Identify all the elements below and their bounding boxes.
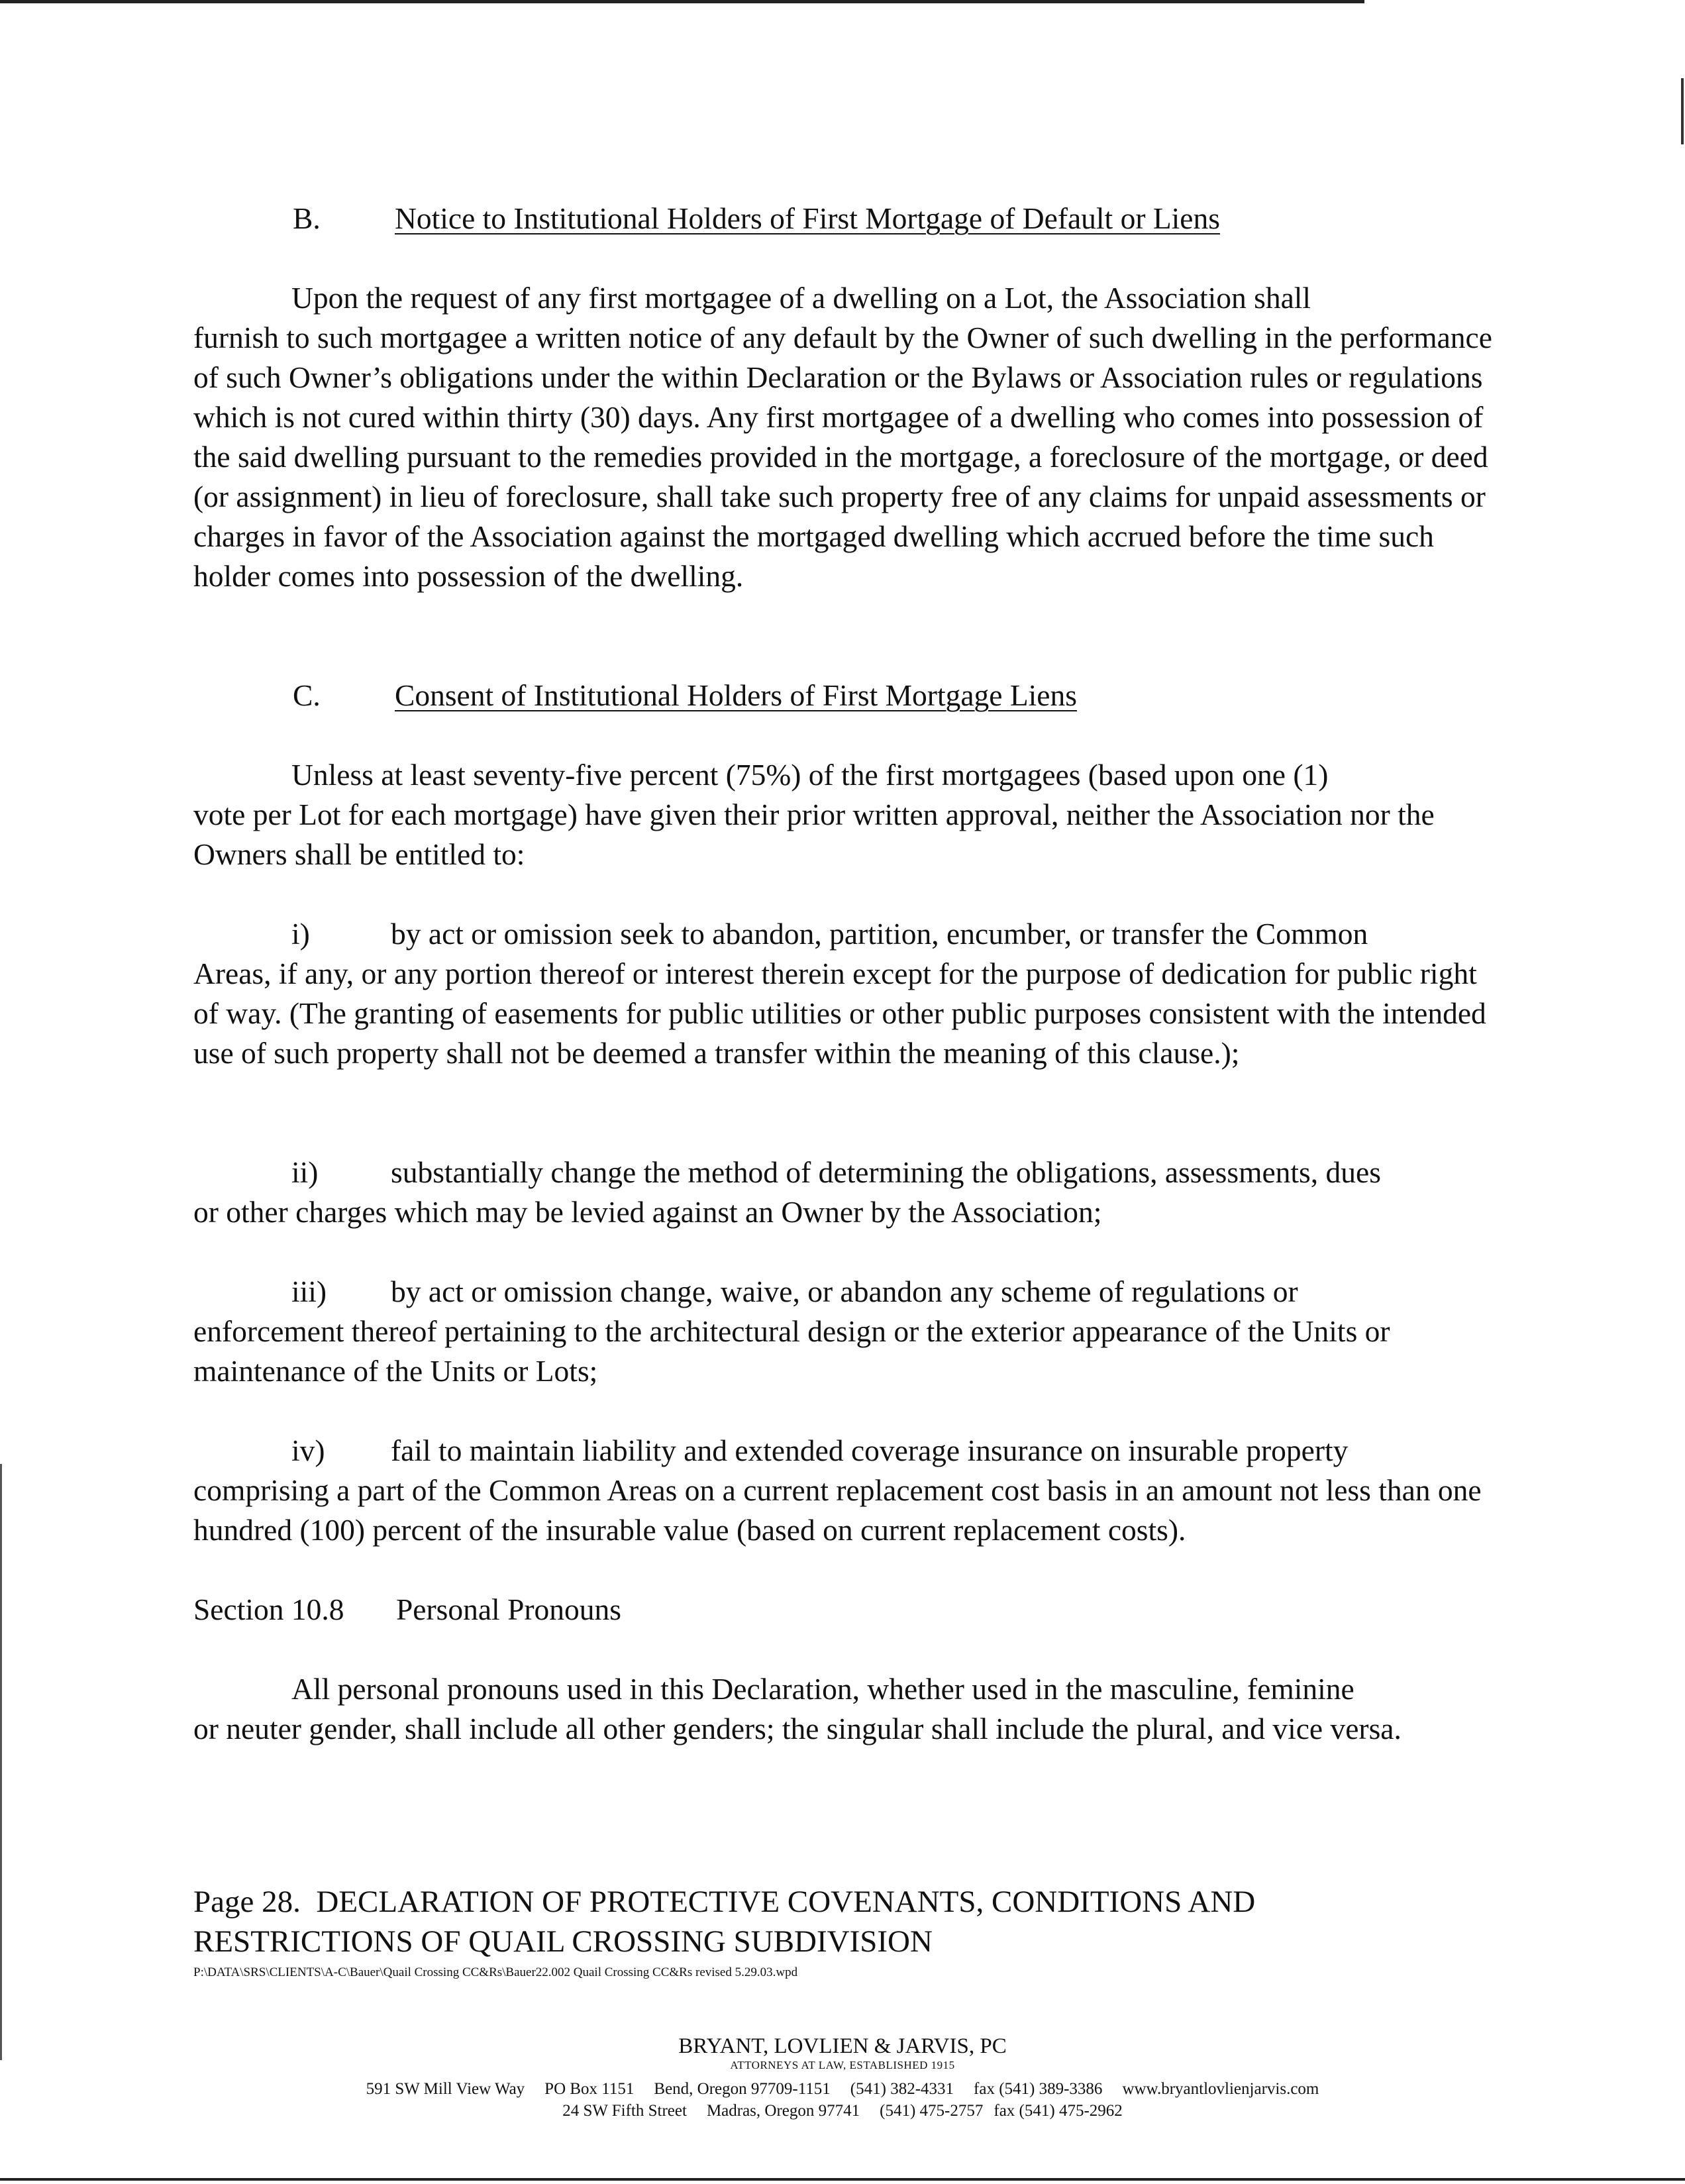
section-10-8-heading (193, 1590, 621, 1630)
section-c-letter: C. (293, 678, 321, 712)
fax: fax (541) 389-3386 (974, 2080, 1103, 2098)
section-b-body-first: Upon the request of any first mortgagee of a dwelling on a Lot, the Association shall (291, 281, 1311, 315)
list-item (193, 1272, 1498, 1391)
section-b-body-rest: furnish to such mortgagee a written notice of any default by the Owner of such dwelling in the performance of such Owner’s obligations under the within Declaration or the Bylaws or Association rules or regulations which is not cured within thirty (30) days. Any first mortgagee of a dwelling who comes into possession of the said dwelling pursuant to the remedies provided in the mortgage, a foreclosure of the mortgage, or deed (or assignment) in lieu of foreclosure, shall take such property free of any claims for unpaid assessments or charges in favor of the Association against the mortgaged dwelling which accrued before the time such holder comes into possession of the dwelling. (193, 321, 1492, 593)
section-title: Personal Pronouns (396, 1592, 621, 1626)
section-10-8-paragraph (193, 1669, 1498, 1749)
top-scan-rule (0, 0, 1364, 3)
file-path: P:\DATA\SRS\CLIENTS\A-C\Bauer\Quail Crossing CC&Rs\Bauer22.002 Quail Crossing CC&Rs revised 5.29.03.wpd (193, 1965, 798, 1979)
item-label: ii) (291, 1155, 319, 1189)
section-c-title: Consent of Institutional Holders of First Mortgage Liens (395, 678, 1077, 712)
section-c-body-first: Unless at least seventy-five percent (75%) of the first mortgagees (based upon one (1) (291, 758, 1329, 792)
section-number: Section 10.8 (193, 1592, 344, 1626)
firm-subtitle: ATTORNEYS AT LAW, ESTABLISHED 1915 (730, 2059, 955, 2071)
section-b-paragraph (193, 278, 1498, 596)
section-10-8-body-rest: or neuter gender, shall include all other genders; the singular shall include the plural, and vice versa. (193, 1712, 1402, 1745)
scan-edge-mark (0, 1464, 2, 2060)
item-text-rest: or other charges which may be levied against an Owner by the Association; (193, 1195, 1102, 1229)
po-box: PO Box 1151 (544, 2080, 635, 2098)
firm-name: BRYANT, LOVLIEN & JARVIS, PC (678, 2034, 1007, 2058)
scan-edge-mark (1681, 78, 1684, 144)
fax: fax (541) 475-2962 (994, 2102, 1123, 2120)
item-text-first: fail to maintain liability and extended coverage insurance on insurable property (391, 1433, 1349, 1467)
item-text-rest: Areas, if any, or any portion thereof or interest therein except for the purpose of dedication for public right of way. (The granting of easements for public utilities or other public purposes consistent with the intended use of such property shall not be deemed a transfer within the meaning of this clause.); (193, 957, 1486, 1070)
item-label: iv) (291, 1433, 325, 1467)
section-10-8-body-first: All personal pronouns used in this Declaration, whether used in the masculine, feminine (291, 1672, 1354, 1706)
office-address-madras (0, 2101, 1685, 2122)
document-title-line-2: RESTRICTIONS OF QUAIL CROSSING SUBDIVISION (193, 1924, 933, 1959)
phone: (541) 382-4331 (850, 2080, 954, 2098)
item-label: iii) (291, 1274, 327, 1308)
city: Madras, Oregon 97741 (706, 2102, 860, 2120)
list-item (193, 914, 1498, 1073)
item-text-rest: enforcement thereof pertaining to the architectural design or the exterior appearance of the Units or maintenance of the Units or Lots; (193, 1314, 1390, 1388)
street: 591 SW Mill View Way (366, 2080, 525, 2098)
item-text-rest: comprising a part of the Common Areas on a current replacement cost basis in an amount not less than one hundred (100) percent of the insurable value (based on current replacement costs). (193, 1473, 1482, 1547)
street: 24 SW Fifth Street (562, 2102, 687, 2120)
office-address-bend (0, 2079, 1685, 2100)
document-title-line-1: DECLARATION OF PROTECTIVE COVENANTS, CONDITIONS AND (316, 1885, 1256, 1919)
item-text-first: by act or omission seek to abandon, partition, encumber, or transfer the Common (391, 917, 1368, 951)
item-label: i) (291, 917, 310, 951)
bottom-scan-rule (0, 2178, 1685, 2181)
website-link[interactable]: www.bryantlovlienjarvis.com (1122, 2080, 1319, 2098)
section-c-heading (293, 676, 1077, 715)
section-b-title: Notice to Institutional Holders of First Mortgage of Default or Liens (395, 201, 1220, 235)
item-text-first: by act or omission change, waive, or abandon any scheme of regulations or (391, 1274, 1298, 1308)
phone: (541) 475-2757 (880, 2102, 984, 2120)
city: Bend, Oregon 97709-1151 (654, 2080, 831, 2098)
section-c-paragraph (193, 755, 1498, 874)
section-b-heading (293, 199, 1220, 238)
section-c-body-rest: vote per Lot for each mortgage) have given their prior written approval, neither the Association nor the Owners shall be entitled to: (193, 798, 1435, 871)
item-text-first: substantially change the method of determining the obligations, assessments, dues (391, 1155, 1381, 1189)
list-item (193, 1153, 1498, 1232)
page-footer-title (193, 1882, 1255, 1961)
list-item (193, 1431, 1498, 1550)
page-number: Page 28. (193, 1885, 301, 1919)
section-b-letter: B. (293, 201, 321, 235)
